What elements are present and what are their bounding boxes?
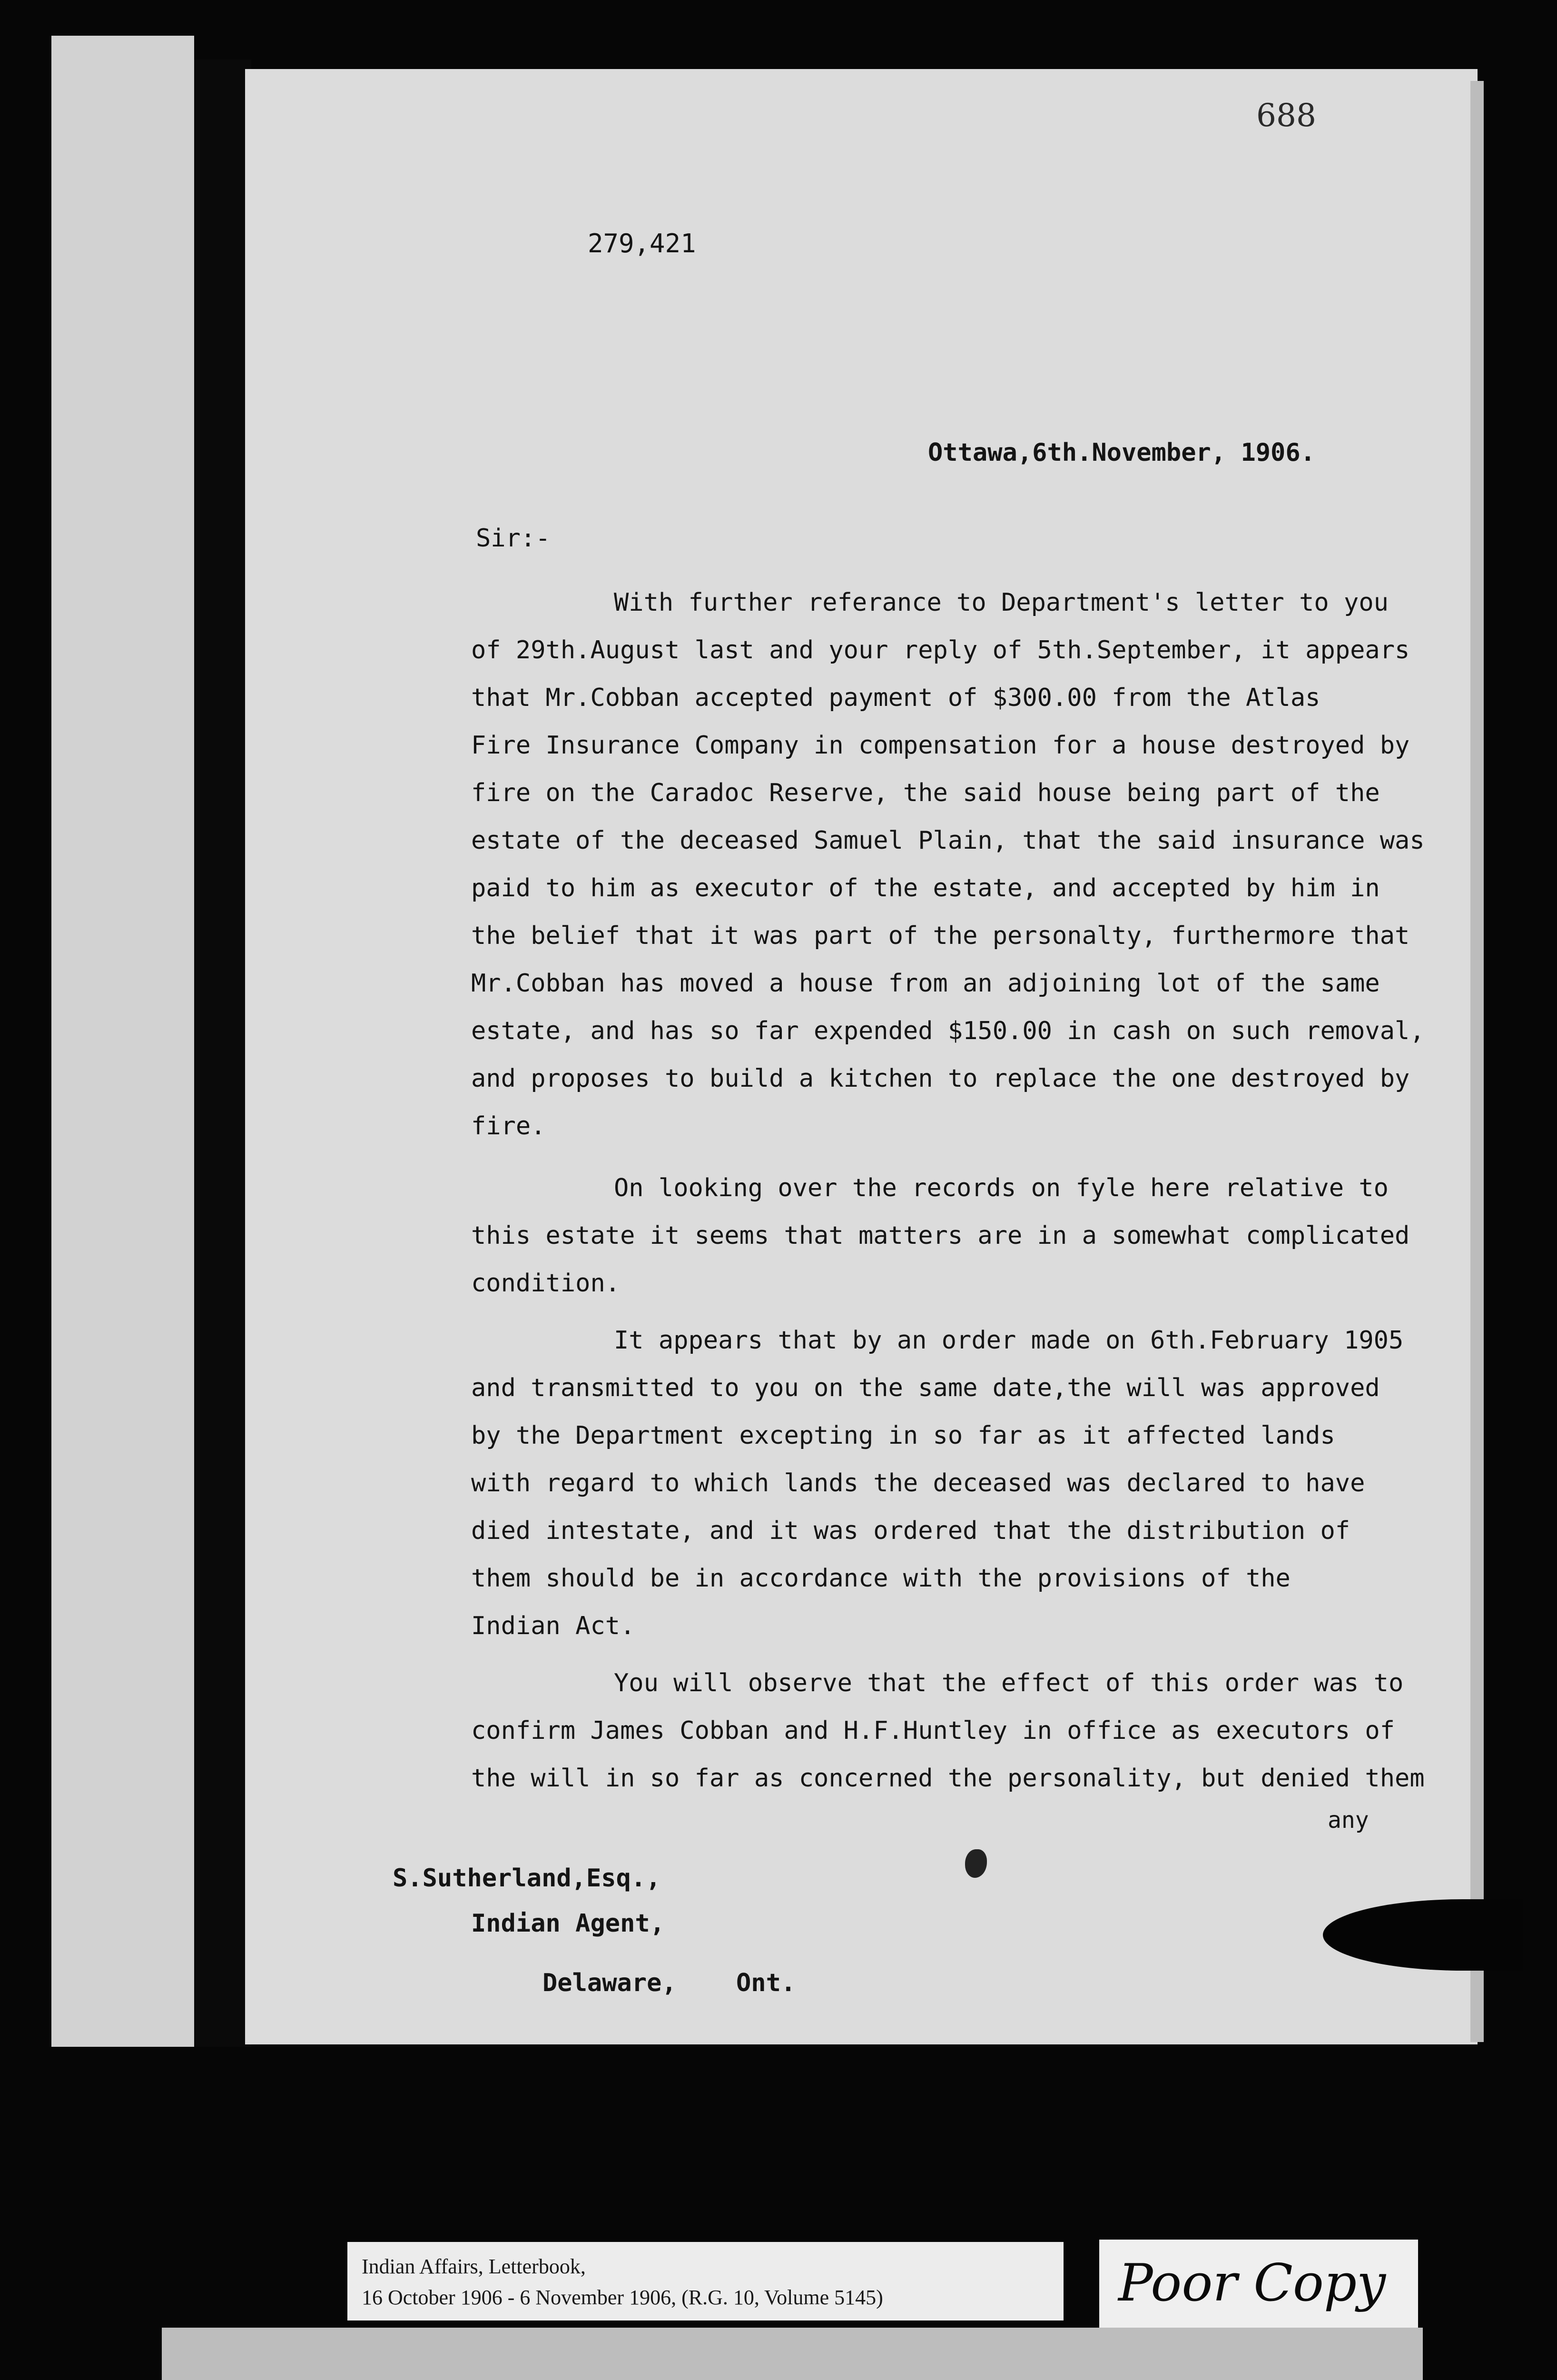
body-line: condition. bbox=[471, 1269, 621, 1298]
body-line: estate, and has so far expended $150.00 in cash on such removal, bbox=[471, 1017, 1425, 1045]
body-line: With further referance to Department's letter to you bbox=[614, 588, 1389, 617]
body-line: fire on the Caradoc Reserve, the said house being part of the bbox=[471, 779, 1380, 807]
body-line: It appears that by an order made on 6th.February 1905 bbox=[614, 1326, 1404, 1355]
body-line: the will in so far as concerned the personality, but denied them bbox=[471, 1764, 1425, 1793]
body-line: and transmitted to you on the same date,the will was approved bbox=[471, 1374, 1380, 1402]
body-line: them should be in accordance with the provisions of the bbox=[471, 1564, 1291, 1593]
body-line: You will observe that the effect of this order was to bbox=[614, 1669, 1404, 1697]
body-line: Fire Insurance Company in compensation for a house destroyed by bbox=[471, 731, 1410, 760]
continuation-word: any bbox=[1328, 1807, 1369, 1834]
body-line: estate of the deceased Samuel Plain, that the said insurance was bbox=[471, 826, 1425, 855]
body-line: Mr.Cobban has moved a house from an adjoining lot of the same bbox=[471, 969, 1380, 998]
quality-note: Poor Copy bbox=[1118, 2253, 1386, 2313]
letter-date: Ottawa,6th.November, 1906. bbox=[928, 438, 1315, 467]
recipient-title: Indian Agent, bbox=[471, 1909, 665, 1938]
body-line: died intestate, and it was ordered that the distribution of bbox=[471, 1517, 1350, 1545]
body-line: and proposes to build a kitchen to replace the one destroyed by bbox=[471, 1064, 1410, 1093]
page-number: 688 bbox=[1256, 97, 1316, 134]
letter-page bbox=[245, 69, 1478, 2044]
quality-note-label bbox=[1099, 2240, 1418, 2328]
page-edge bbox=[1470, 81, 1484, 2042]
file-number: 279,421 bbox=[588, 228, 696, 258]
body-line: the belief that it was part of the personalty, furthermore that bbox=[471, 922, 1410, 950]
body-line: of 29th.August last and your reply of 5th.September, it appears bbox=[471, 636, 1410, 664]
body-line: that Mr.Cobban accepted payment of $300.00 from the Atlas bbox=[471, 684, 1320, 712]
body-line: paid to him as executor of the estate, and accepted by him in bbox=[471, 874, 1380, 902]
salutation: Sir:- bbox=[476, 524, 551, 553]
recipient-name: S.Sutherland,Esq., bbox=[393, 1864, 661, 1893]
archives-stamp bbox=[162, 2328, 1423, 2380]
recipient-location: Delaware, Ont. bbox=[542, 1969, 796, 1997]
body-line: by the Department excepting in so far as it affected lands bbox=[471, 1421, 1335, 1450]
body-line: fire. bbox=[471, 1112, 546, 1140]
body-line: confirm James Cobban and H.F.Huntley in office as executors of bbox=[471, 1716, 1395, 1745]
body-line: this estate it seems that matters are in a somewhat complicated bbox=[471, 1221, 1410, 1250]
body-line: with regard to which lands the deceased was declared to have bbox=[471, 1469, 1365, 1497]
caption-line: 16 October 1906 - 6 November 1906, (R.G. 10, Volume 5145) bbox=[362, 2286, 883, 2309]
body-line: On looking over the records on fyle here relative to bbox=[614, 1174, 1389, 1202]
caption-line: Indian Affairs, Letterbook, bbox=[362, 2255, 586, 2278]
archive-caption-label bbox=[347, 2242, 1064, 2320]
body-line: Indian Act. bbox=[471, 1612, 635, 1640]
book-spine-shadow bbox=[194, 60, 251, 2047]
facing-page-margin bbox=[51, 36, 194, 2047]
